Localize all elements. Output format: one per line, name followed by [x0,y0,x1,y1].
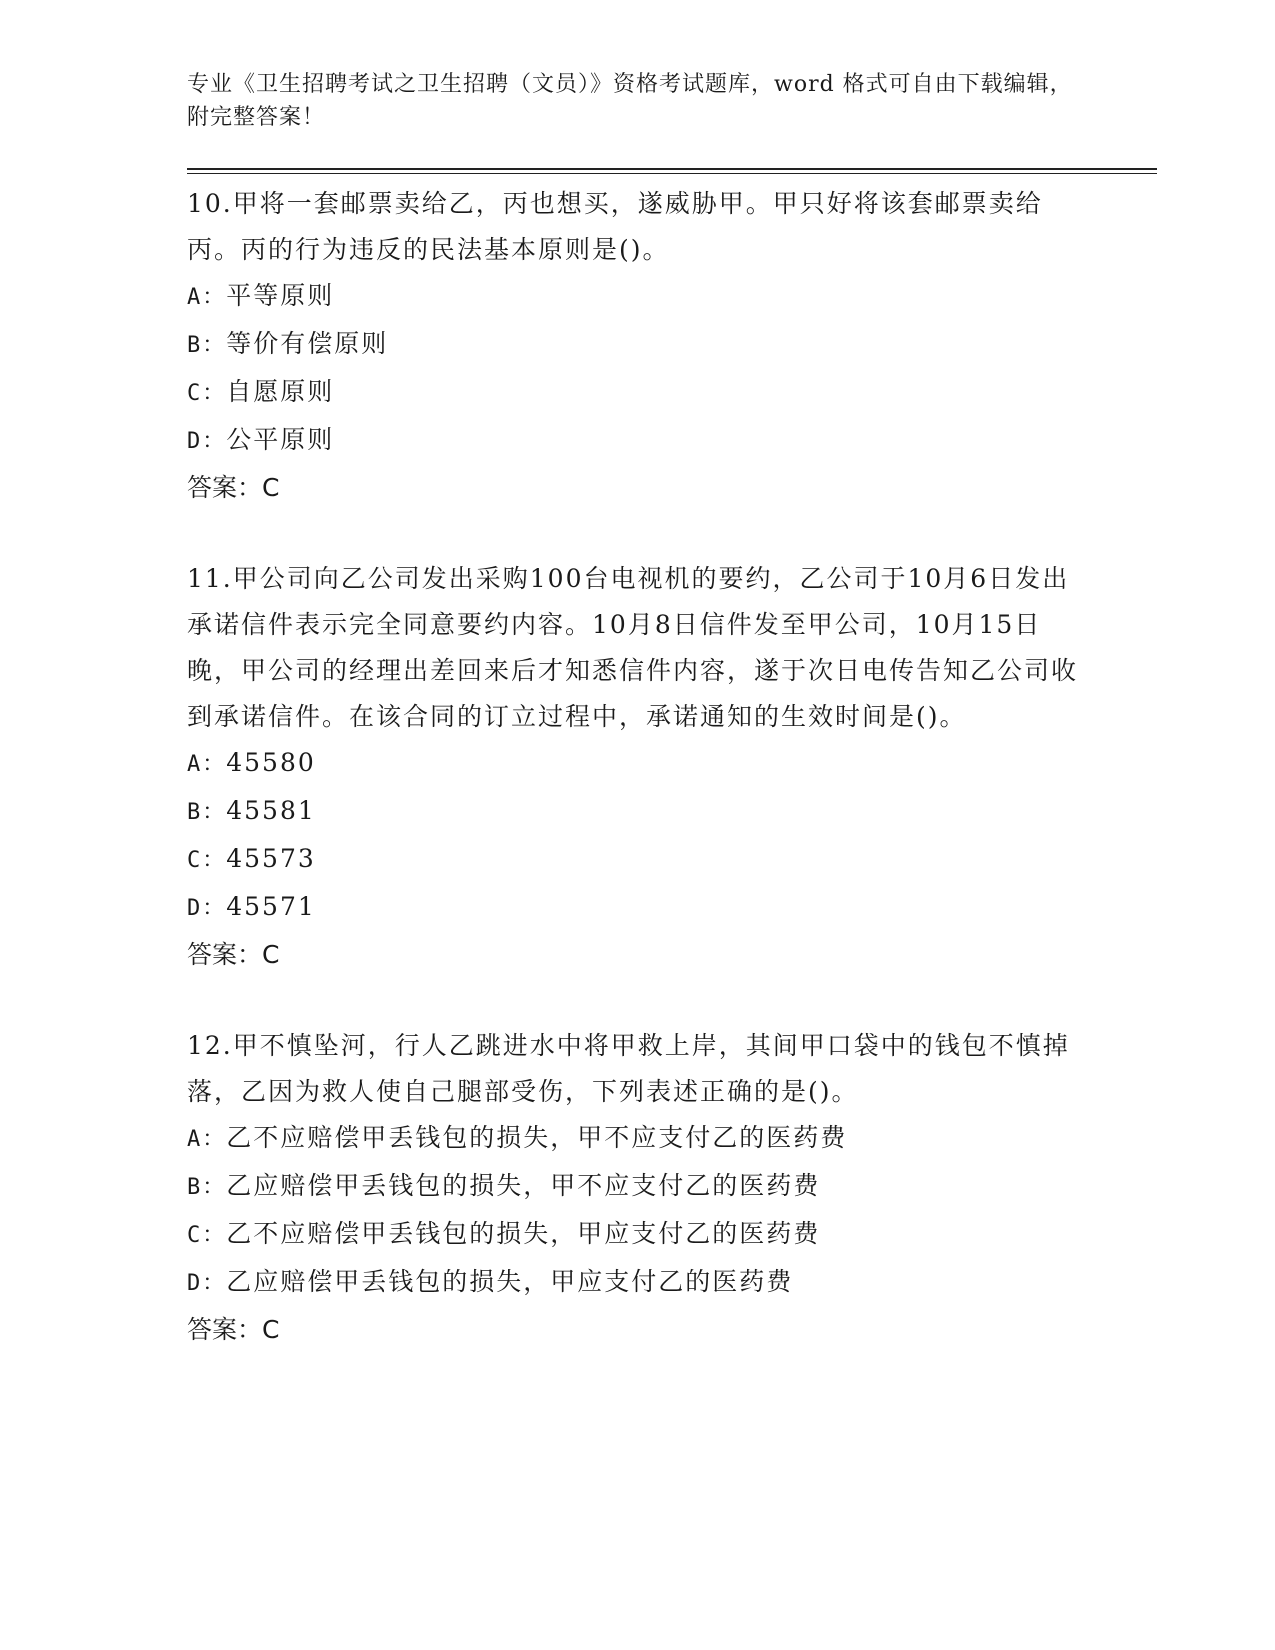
question-spacer [187,511,1162,556]
document-intro: 专业《卫生招聘考试之卫生招聘（文员）》资格考试题库，word 格式可自由下载编辑，附完整答案！ [187,72,1073,130]
option-letter: C： [187,1223,227,1248]
divider-thick-line [187,168,1157,170]
option-b [187,321,1162,369]
option-list [187,1115,1162,1307]
option-letter: A： [187,285,227,310]
option-text: 等价有偿原则 [226,329,389,358]
question-10 [187,181,1162,511]
option-letter: C： [187,381,227,406]
option-letter: C： [187,848,227,873]
option-letter: D： [187,1271,227,1296]
option-letter: D： [187,429,227,454]
option-text: 乙不应赔偿甲丢钱包的损失，甲不应支付乙的医药费 [226,1123,848,1152]
question-stem: 11.甲公司向乙公司发出采购100台电视机的要约，乙公司于10月6日发出承诺信件表示完全同意要约内容。10月8日信件发至甲公司，10月15日晚，甲公司的经理出差回来后才知悉信件内容，遂于次日电传告知乙公司收到承诺信件。在该合同的订立过程中，承诺通知的生效时间是()。 [187,564,1079,731]
option-text: 自愿原则 [226,377,335,406]
option-text: 乙应赔偿甲丢钱包的损失，甲不应支付乙的医药费 [226,1171,821,1200]
option-a [187,273,1162,321]
answer-line: 答案：C [187,473,280,502]
option-c [187,1211,1162,1259]
option-d [187,417,1162,465]
option-b [187,1163,1162,1211]
option-text: 乙不应赔偿甲丢钱包的损失，甲应支付乙的医药费 [226,1219,821,1248]
header-divider [187,168,1157,174]
option-a [187,1115,1162,1163]
option-b [187,788,1162,836]
option-letter: A： [187,1127,227,1152]
option-text: 45571 [226,892,316,921]
option-text: 乙应赔偿甲丢钱包的损失，甲应支付乙的医药费 [226,1267,794,1296]
option-list [187,273,1162,465]
option-text: 45580 [226,748,316,777]
option-c [187,369,1162,417]
divider-thin-line [187,173,1157,174]
question-12 [187,1023,1162,1353]
option-letter: B： [187,800,227,825]
option-text: 平等原则 [226,281,335,310]
option-letter: A： [187,752,227,777]
option-text: 45573 [226,844,316,873]
option-text: 公平原则 [226,425,335,454]
question-stem: 12.甲不慎坠河，行人乙跳进水中将甲救上岸，其间甲口袋中的钱包不慎掉落，乙因为救人使自己腿部受伤，下列表述正确的是()。 [187,1031,1070,1106]
option-letter: D： [187,896,227,921]
option-letter: B： [187,1175,227,1200]
option-list [187,740,1162,932]
option-letter: B： [187,333,227,358]
answer-line: 答案：C [187,1315,280,1344]
option-d [187,1259,1162,1307]
option-text: 45581 [226,796,316,825]
option-d [187,884,1162,932]
option-c [187,836,1162,884]
question-11 [187,556,1162,978]
answer-line: 答案：C [187,940,280,969]
option-a [187,740,1162,788]
question-stem: 10.甲将一套邮票卖给乙，丙也想买，遂威胁甲。甲只好将该套邮票卖给丙。丙的行为违反的民法基本原则是()。 [187,189,1043,264]
question-spacer [187,978,1162,1023]
document-page [187,68,1162,1353]
